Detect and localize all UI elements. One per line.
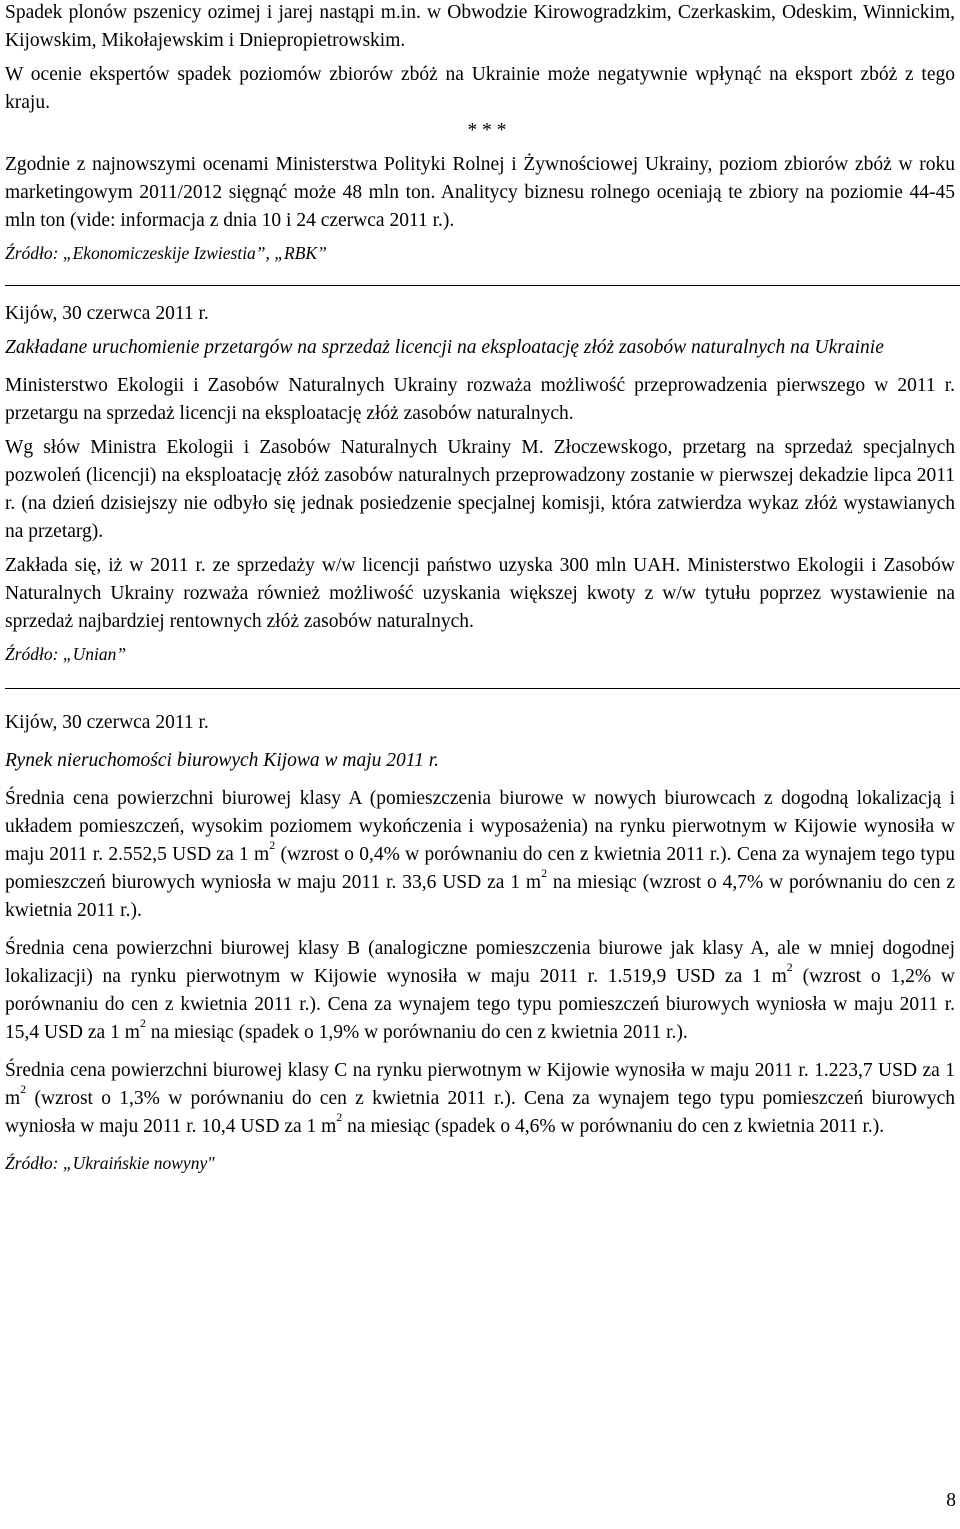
source-note: Źródło: „Ukraińskie nowyny" <box>5 1153 215 1173</box>
paragraph-class-b: Średnia cena powierzchni biurowej klasy B (analogiczne pomieszczenia biurowe jak klasy A, ale w mniej dogodnej lokalizacji) na rynku pierwotnym w Kijowie wynosiła w maju 2011 r. 1.519,9 USD za 1 $m^2$ (wzrost o 1,2% w porównaniu do cen z kwietnia 2011 r.). Cena za wynajem tego typu pomieszczeń biurowych wyniosła w maju 2011 r. 15,4 USD za 1 $m^2$ na miesiąc (spadek o 1,9% w porównaniu do cen z kwietnia 2011 r.). <box>5 938 955 1043</box>
section-separator-stars: * * * <box>467 120 507 141</box>
paragraph-minister-statement: Wg słów Ministra Ekologii i Zasobów Naturalnych Ukrainy M. Złoczewskogo, przetarg na sprzedaż specjalnych pozwoleń (licencji) na eksploatację złóż zasobów naturalnych przeprowadzony zostanie w pierwszej dekadzie lipca 2011 r. (na dzień dzisiejszy nie odbyło się jednak posiedzenie specjalnej komisji, która zatwierdza wykaz złóż wystawianych na przetarg). <box>5 437 955 542</box>
dateline: Kijów, 30 czerwca 2011 r. <box>5 712 209 733</box>
article-title: Zakładane uruchomienie przetargów na sprzedaż licencji na eksploatację złóż zasobów naturalnych na Ukrainie <box>5 337 884 358</box>
source-note: Źródło: „Unian” <box>5 644 127 664</box>
article-title: Rynek nieruchomości biurowych Kijowa w maju 2011 r. <box>5 750 440 771</box>
paragraph-class-c: Średnia cena powierzchni biurowej klasy C na rynku pierwotnym w Kijowie wynosiła w maju 2011 r. 1.223,7 USD za 1 $m^2$ (wzrost o 1,3% w porównaniu do cen z kwietnia 2011 r.). Cena za wynajem tego typu pomieszczeń biurowych wyniosła w maju 2011 r. 10,4 USD za 1 $m^2$ na miesiąc (spadek o 4,6% w porównaniu do cen z kwietnia 2011 r.). <box>5 1060 955 1137</box>
paragraph-harvest-forecast: Zgodnie z najnowszymi ocenami Ministerstwa Polityki Rolnej i Żywnościowej Ukrainy, poziom zbiorów zbóż w roku marketingowym 2011/2012 sięgnąć może 48 mln ton. Analitycy biznesu rolnego oceniają te zbiory na poziomie 44-45 mln ton (vide: informacja z dnia 10 i 24 czerwca 2011 r.). <box>5 154 955 231</box>
document-page <box>5 0 955 1175</box>
section-grain-harvest <box>5 0 955 265</box>
source-note: Źródło: „Ekonomiczeskije Izwiestia”, „RBK” <box>5 243 327 263</box>
dateline: Kijów, 30 czerwca 2011 r. <box>5 303 209 324</box>
paragraph-class-a: Średnia cena powierzchni biurowej klasy A (pomieszczenia biurowe w nowych biurowcach z dogodną lokalizacją i układem pomieszczeń, wysokim poziomem wykończenia i wyposażenia) na rynku pierwotnym w Kijowie wynosiła w maju 2011 r. 2.552,5 USD za 1 $m^2$ (wzrost o 0,4% w porównaniu do cen z kwietnia 2011 r.). Cena za wynajem tego typu pomieszczeń biurowych wyniosła w maju 2011 r. 33,6 USD za 1 $m^2$ na miesiąc (wzrost o 4,7% w porównaniu do cen z kwietnia 2011 r.). <box>5 788 956 921</box>
section-licence-tenders <box>5 300 955 666</box>
paragraph-expected-revenue: Zakłada się, iż w 2011 r. ze sprzedaży w/w licencji państwo uzyska 300 mln UAH. Ministerstwo Ekologii i Zasobów Naturalnych Ukrainy rozważa również możliwość uzyskania większej kwoty z w/w tytułu poprzez wystawienie na sprzedaż najbardziej rentownych złóż zasobów naturalnych. <box>5 555 955 632</box>
paragraph-harvest-decline: Spadek plonów pszenicy ozimej i jarej nastąpi m.in. w Obwodzie Kirowogradzkim, Czerkaskim, Odeskim, Winnickim, Kijowskim, Mikołajewskim i Dniepropietrowskim. <box>5 2 955 51</box>
paragraph-export-impact: W ocenie ekspertów spadek poziomów zbiorów zbóż na Ukrainie może negatywnie wpłynąć na eksport zbóż z tego kraju. <box>5 64 955 113</box>
paragraph-ministry-considers: Ministerstwo Ekologii i Zasobów Naturalnych Ukrainy rozważa możliwość przeprowadzenia pierwszego w 2011 r. przetargu na sprzedaż licencji na eksploatację złóż zasobów naturalnych. <box>5 375 955 424</box>
page-number: 8 <box>946 1490 956 1511</box>
section-office-market <box>5 709 955 1175</box>
